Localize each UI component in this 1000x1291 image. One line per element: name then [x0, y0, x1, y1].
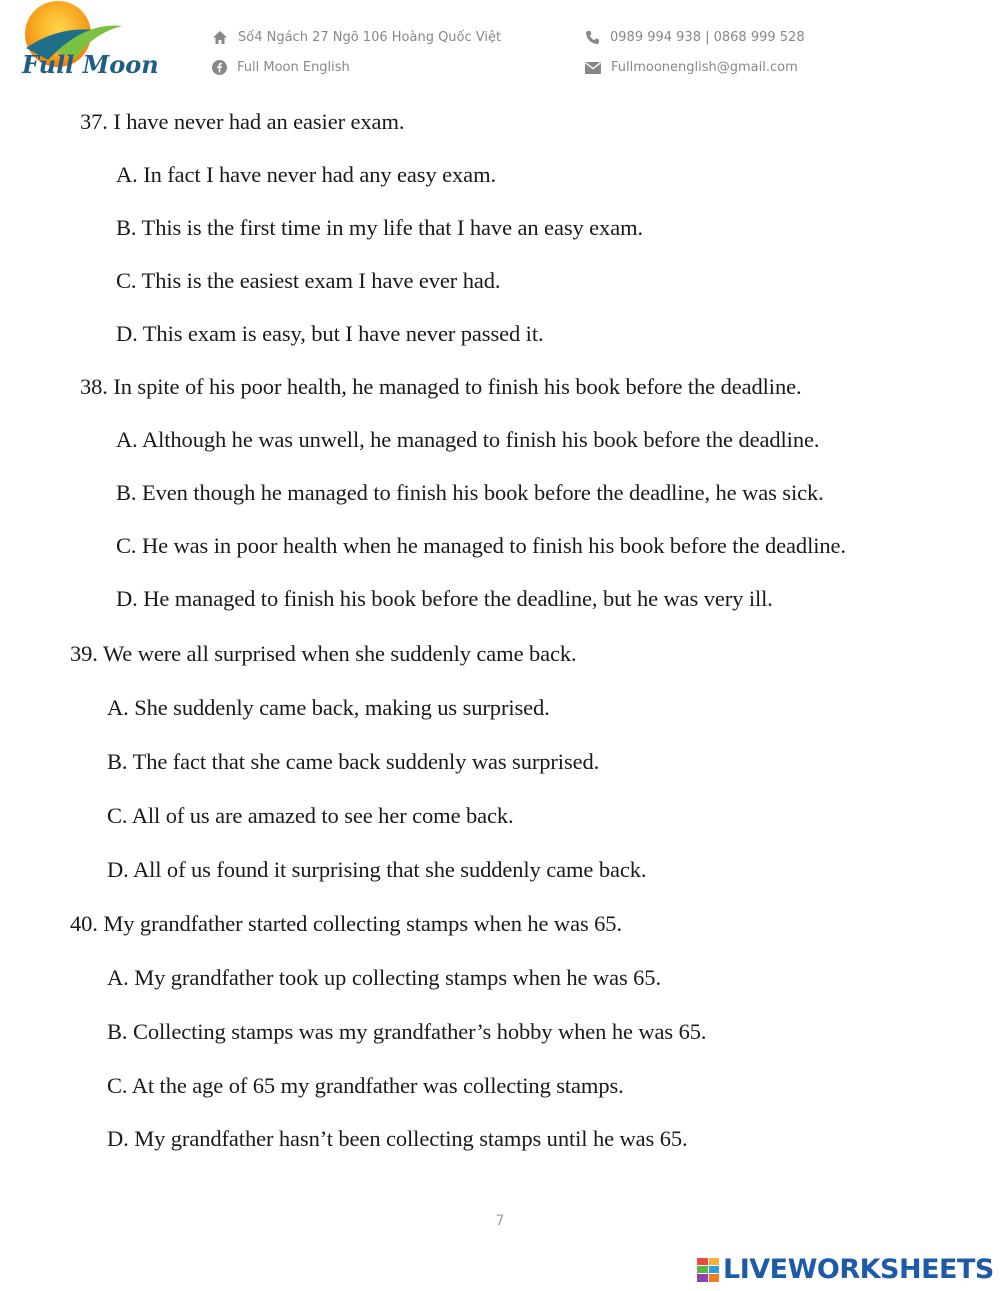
question-37-stem: 37. I have never had an easier exam.: [80, 109, 405, 134]
question-40-option-d: D. My grandfather hasn’t been collecting stamps until he was 65.: [107, 1126, 688, 1151]
liveworksheets-text: LIVEWORKSHEETS: [723, 1254, 994, 1285]
liveworksheets-logo-icon: [697, 1258, 719, 1282]
facebook-text: Full Moon English: [237, 60, 350, 75]
question-39-option-d: D. All of us found it surprising that she suddenly came back.: [107, 857, 647, 882]
liveworksheets-brand[interactable]: [697, 1254, 994, 1285]
question-40-stem: 40. My grandfather started collecting stamps when he was 65.: [70, 911, 622, 936]
phone-text: 0989 994 938 | 0868 999 528: [610, 30, 805, 45]
address-text: Số4 Ngách 27 Ngõ 106 Hoàng Quốc Việt: [238, 30, 502, 45]
question-38-option-b: B. Even though he managed to finish his book before the deadline, he was sick.: [116, 480, 824, 505]
header-email: [585, 60, 798, 75]
facebook-icon: [212, 60, 227, 75]
header-address: [212, 30, 501, 45]
logo-text: Full Moon: [22, 50, 159, 79]
email-text: Fullmoonenglish@gmail.com: [611, 60, 798, 75]
question-37-option-b: B. This is the first time in my life that I have an easy exam.: [116, 215, 644, 240]
question-39-option-c: C. All of us are amazed to see her come back.: [107, 803, 514, 828]
question-40-option-b: B. Collecting stamps was my grandfather’s hobby when he was 65.: [107, 1019, 707, 1044]
question-40-option-c: C. At the age of 65 my grandfather was collecting stamps.: [107, 1073, 624, 1098]
header-phone: [585, 30, 805, 45]
question-37-option-d: D. This exam is easy, but I have never passed it.: [116, 321, 544, 346]
question-39-option-b: B. The fact that she came back suddenly was surprised.: [107, 749, 600, 774]
page-number: 7: [495, 1213, 505, 1229]
question-37-option-a: A. In fact I have never had any easy exam.: [116, 162, 496, 187]
question-40-option-a: A. My grandfather took up collecting stamps when he was 65.: [107, 965, 661, 990]
question-38-option-a: A. Although he was unwell, he managed to finish his book before the deadline.: [116, 427, 820, 452]
question-38-option-d: D. He managed to finish his book before the deadline, but he was very ill.: [116, 586, 773, 611]
full-moon-logo: [18, 0, 163, 82]
question-39-option-a: A. She suddenly came back, making us surprised.: [107, 695, 550, 720]
phone-icon: [585, 30, 600, 45]
header-facebook: [212, 60, 350, 75]
mail-icon: [585, 62, 601, 74]
question-38-option-c: C. He was in poor health when he managed to finish his book before the deadline.: [116, 533, 846, 558]
question-38-stem: 38. In spite of his poor health, he managed to finish his book before the deadline.: [80, 374, 802, 399]
question-39-stem: 39. We were all surprised when she suddenly came back.: [70, 641, 577, 666]
question-37-option-c: C. This is the easiest exam I have ever had.: [116, 268, 501, 293]
home-icon: [212, 30, 228, 45]
